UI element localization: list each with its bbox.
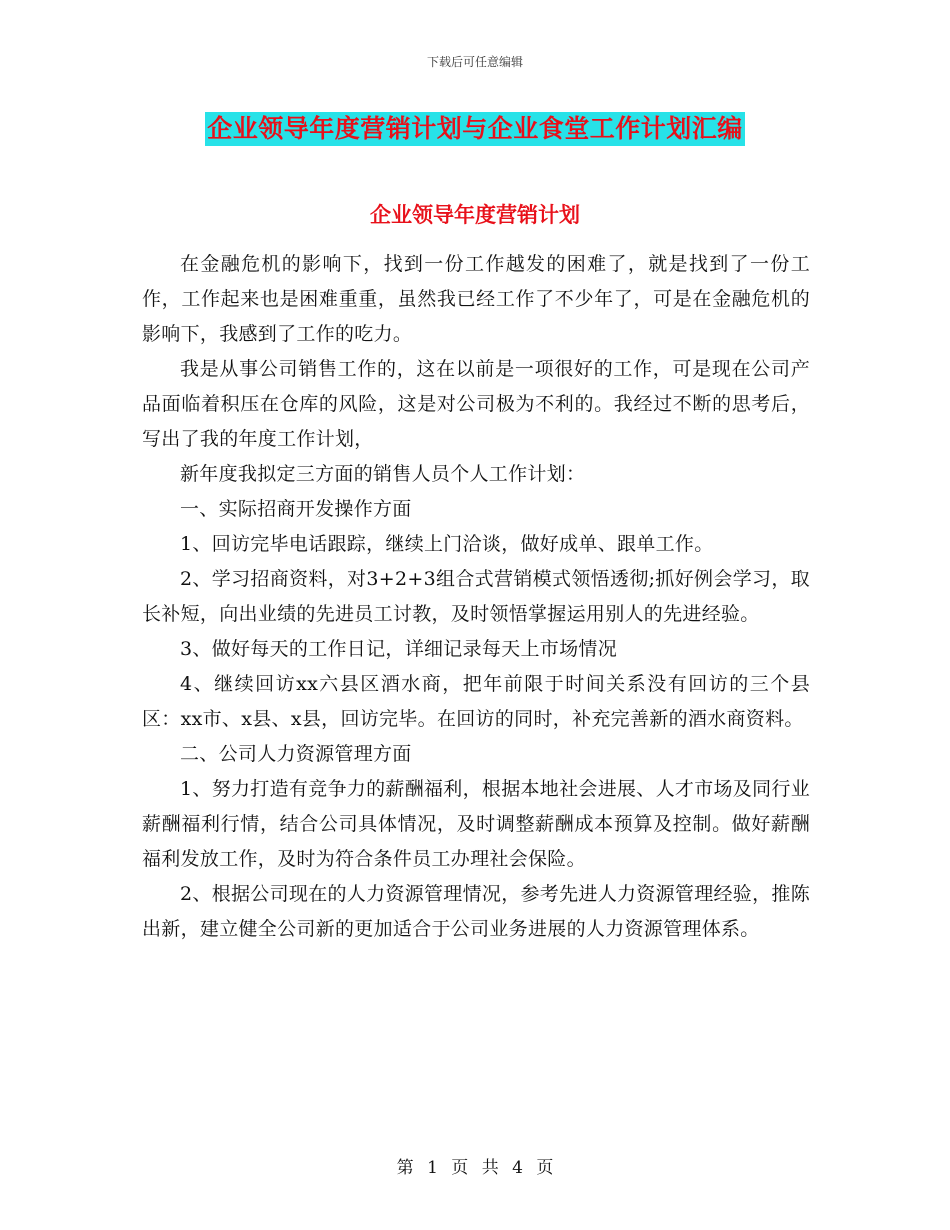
page-footer xyxy=(0,1153,950,1178)
heading-section-2: 二、公司人力资源管理方面 xyxy=(180,743,412,765)
footer-total-prefix: 共 xyxy=(481,1158,499,1178)
document-body xyxy=(142,247,810,947)
footer-page-mid: 页 xyxy=(451,1158,469,1178)
paragraph-1: 在金融危机的影响下，找到一份工作越发的困难了，就是找到了一份工作，工作起来也是困难重重，虽然我已经工作了不少年了，可是在金融危机的影响下，我感到了工作的吃力。 xyxy=(142,253,810,345)
section-title: 企业领导年度营销计划 xyxy=(370,203,580,227)
list-item-1-4: 4、继续回访xx六县区酒水商，把年前限于时间关系没有回访的三个县区：xx市、x县、x县，回访完毕。在回访的同时，补充完善新的酒水商资料。 xyxy=(142,673,810,730)
footer-page-number: 1 xyxy=(427,1158,438,1178)
header-note: 下载后可任意编辑 xyxy=(426,55,523,69)
list-item-2-2: 2、根据公司现在的人力资源管理情况，参考先进人力资源管理经验，推陈出新，建立健全公司新的更加适合于公司业务进展的人力资源管理体系。 xyxy=(142,883,810,940)
footer-total-pages: 4 xyxy=(512,1158,523,1178)
list-item-1-2: 2、学习招商资料，对3+2+3组合式营销模式领悟透彻;抓好例会学习，取长补短，向出业绩的先进员工讨教，及时领悟掌握运用别人的先进经验。 xyxy=(142,568,810,625)
paragraph-2: 我是从事公司销售工作的，这在以前是一项很好的工作，可是现在公司产品面临着积压在仓库的风险，这是对公司极为不利的。我经过不断的思考后，写出了我的年度工作计划， xyxy=(142,358,810,450)
footer-total-suffix: 页 xyxy=(536,1158,554,1178)
list-item-1-1: 1、回访完毕电话跟踪，继续上门洽谈，做好成单、跟单工作。 xyxy=(180,533,714,555)
main-title: 企业领导年度营销计划与企业食堂工作计划汇编 xyxy=(205,112,745,146)
main-title-container xyxy=(0,112,950,146)
heading-section-1: 一、实际招商开发操作方面 xyxy=(180,498,412,520)
footer-page-prefix: 第 xyxy=(396,1158,414,1178)
list-item-1-3: 3、做好每天的工作日记，详细记录每天上市场情况 xyxy=(180,638,617,660)
list-item-2-1: 1、努力打造有竞争力的薪酬福利，根据本地社会进展、人才市场及同行业薪酬福利行情，结合公司具体情况，及时调整薪酬成本预算及控制。做好薪酬福利发放工作，及时为符合条件员工办理社会保险。 xyxy=(142,778,810,870)
paragraph-3: 新年度我拟定三方面的销售人员个人工作计划： xyxy=(180,463,586,485)
